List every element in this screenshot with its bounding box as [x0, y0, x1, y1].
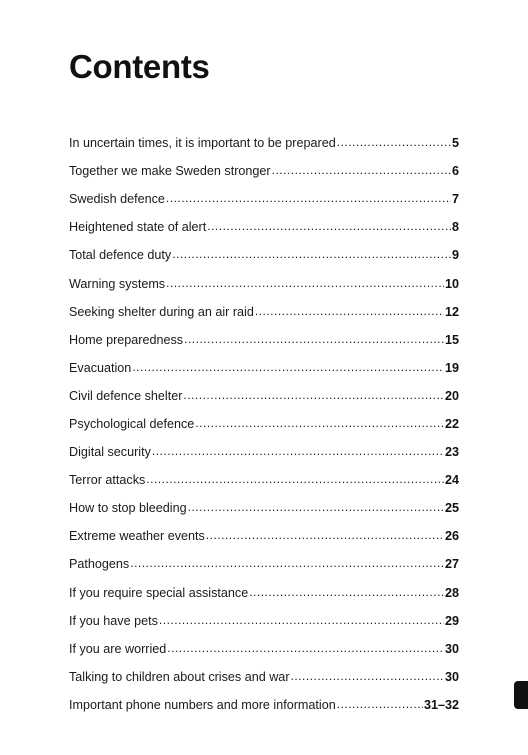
- toc-entry[interactable]: [69, 579, 459, 607]
- toc-entry-title: Seeking shelter during an air raid: [69, 304, 254, 319]
- toc-dot-leader: [249, 585, 444, 599]
- toc-entry-title: If you require special assistance: [69, 585, 249, 600]
- toc-entry-title: Total defence duty: [69, 248, 172, 263]
- toc-entry[interactable]: [69, 326, 459, 354]
- toc-dot-leader: [132, 360, 444, 374]
- toc-entry-title: Psychological defence: [69, 416, 195, 431]
- toc-entry[interactable]: [69, 185, 459, 213]
- toc-dot-leader: [195, 416, 444, 430]
- toc-entry[interactable]: [69, 269, 459, 297]
- toc-entry-page-number: 9: [451, 248, 459, 263]
- toc-dot-leader: [207, 219, 451, 233]
- toc-entry-page-number: 27: [444, 557, 459, 572]
- toc-dot-leader: [206, 528, 444, 542]
- toc-dot-leader: [188, 500, 444, 514]
- table-of-contents: [69, 129, 459, 719]
- toc-entry-page-number: 26: [444, 529, 459, 544]
- toc-entry[interactable]: [69, 663, 459, 691]
- toc-entry[interactable]: [69, 213, 459, 241]
- toc-dot-leader: [337, 697, 423, 711]
- toc-dot-leader: [272, 163, 451, 177]
- toc-entry-title: Digital security: [69, 445, 151, 460]
- toc-entry-title: Talking to children about crises and war: [69, 669, 290, 684]
- toc-dot-leader: [255, 304, 444, 318]
- toc-entry-page-number: 29: [444, 613, 459, 628]
- toc-entry-page-number: 28: [444, 585, 459, 600]
- toc-entry[interactable]: [69, 466, 459, 494]
- toc-entry[interactable]: [69, 354, 459, 382]
- toc-dot-leader: [183, 388, 444, 402]
- toc-entry[interactable]: [69, 494, 459, 522]
- toc-entry-title: Important phone numbers and more information: [69, 697, 336, 712]
- toc-entry[interactable]: [69, 522, 459, 550]
- toc-dot-leader: [146, 472, 444, 486]
- toc-entry-title: Civil defence shelter: [69, 388, 183, 403]
- page-edge-tab: [514, 681, 528, 709]
- toc-entry-title: Together we make Sweden stronger: [69, 164, 271, 179]
- toc-dot-leader: [166, 276, 444, 290]
- toc-entry[interactable]: [69, 550, 459, 578]
- page-title: Contents: [69, 48, 210, 85]
- toc-entry-page-number: 12: [444, 304, 459, 319]
- toc-entry-page-number: 10: [444, 276, 459, 291]
- toc-dot-leader: [184, 332, 444, 346]
- toc-entry[interactable]: [69, 241, 459, 269]
- toc-entry[interactable]: [69, 298, 459, 326]
- toc-entry[interactable]: [69, 438, 459, 466]
- toc-dot-leader: [166, 191, 451, 205]
- toc-entry-page-number: 22: [444, 416, 459, 431]
- toc-entry-title: Pathogens: [69, 557, 130, 572]
- toc-dot-leader: [337, 135, 451, 149]
- toc-entry-page-number: 31–32: [423, 697, 459, 712]
- toc-entry[interactable]: [69, 157, 459, 185]
- toc-dot-leader: [291, 669, 444, 683]
- toc-entry-page-number: 20: [444, 388, 459, 403]
- toc-entry[interactable]: [69, 129, 459, 157]
- toc-entry-title: Extreme weather events: [69, 529, 205, 544]
- toc-entry-page-number: 25: [444, 501, 459, 516]
- toc-entry-page-number: 8: [451, 220, 459, 235]
- toc-entry-page-number: 6: [451, 164, 459, 179]
- toc-entry-page-number: 15: [444, 332, 459, 347]
- toc-entry-page-number: 30: [444, 669, 459, 684]
- toc-entry-page-number: 7: [451, 192, 459, 207]
- toc-entry-title: Evacuation: [69, 360, 132, 375]
- toc-entry[interactable]: [69, 635, 459, 663]
- toc-entry-title: In uncertain times, it is important to be prepared: [69, 136, 336, 151]
- toc-dot-leader: [159, 613, 444, 627]
- toc-entry-title: Heightened state of alert: [69, 220, 207, 235]
- toc-dot-leader: [152, 444, 444, 458]
- toc-entry-page-number: 19: [444, 360, 459, 375]
- toc-entry-title: How to stop bleeding: [69, 501, 187, 516]
- toc-entry-page-number: 24: [444, 473, 459, 488]
- toc-entry[interactable]: [69, 410, 459, 438]
- toc-entry-page-number: 30: [444, 641, 459, 656]
- toc-entry-title: If you have pets: [69, 613, 158, 628]
- toc-entry-title: Warning systems: [69, 276, 166, 291]
- toc-entry-title: Home preparedness: [69, 332, 184, 347]
- toc-entry[interactable]: [69, 382, 459, 410]
- toc-entry-page-number: 5: [451, 136, 459, 151]
- toc-dot-leader: [167, 641, 444, 655]
- toc-entry-title: If you are worried: [69, 641, 167, 656]
- toc-dot-leader: [172, 247, 451, 261]
- toc-entry-page-number: 23: [444, 445, 459, 460]
- toc-entry[interactable]: [69, 607, 459, 635]
- toc-dot-leader: [130, 556, 444, 570]
- toc-entry-title: Swedish defence: [69, 192, 165, 207]
- toc-entry-title: Terror attacks: [69, 473, 146, 488]
- toc-entry[interactable]: [69, 691, 459, 719]
